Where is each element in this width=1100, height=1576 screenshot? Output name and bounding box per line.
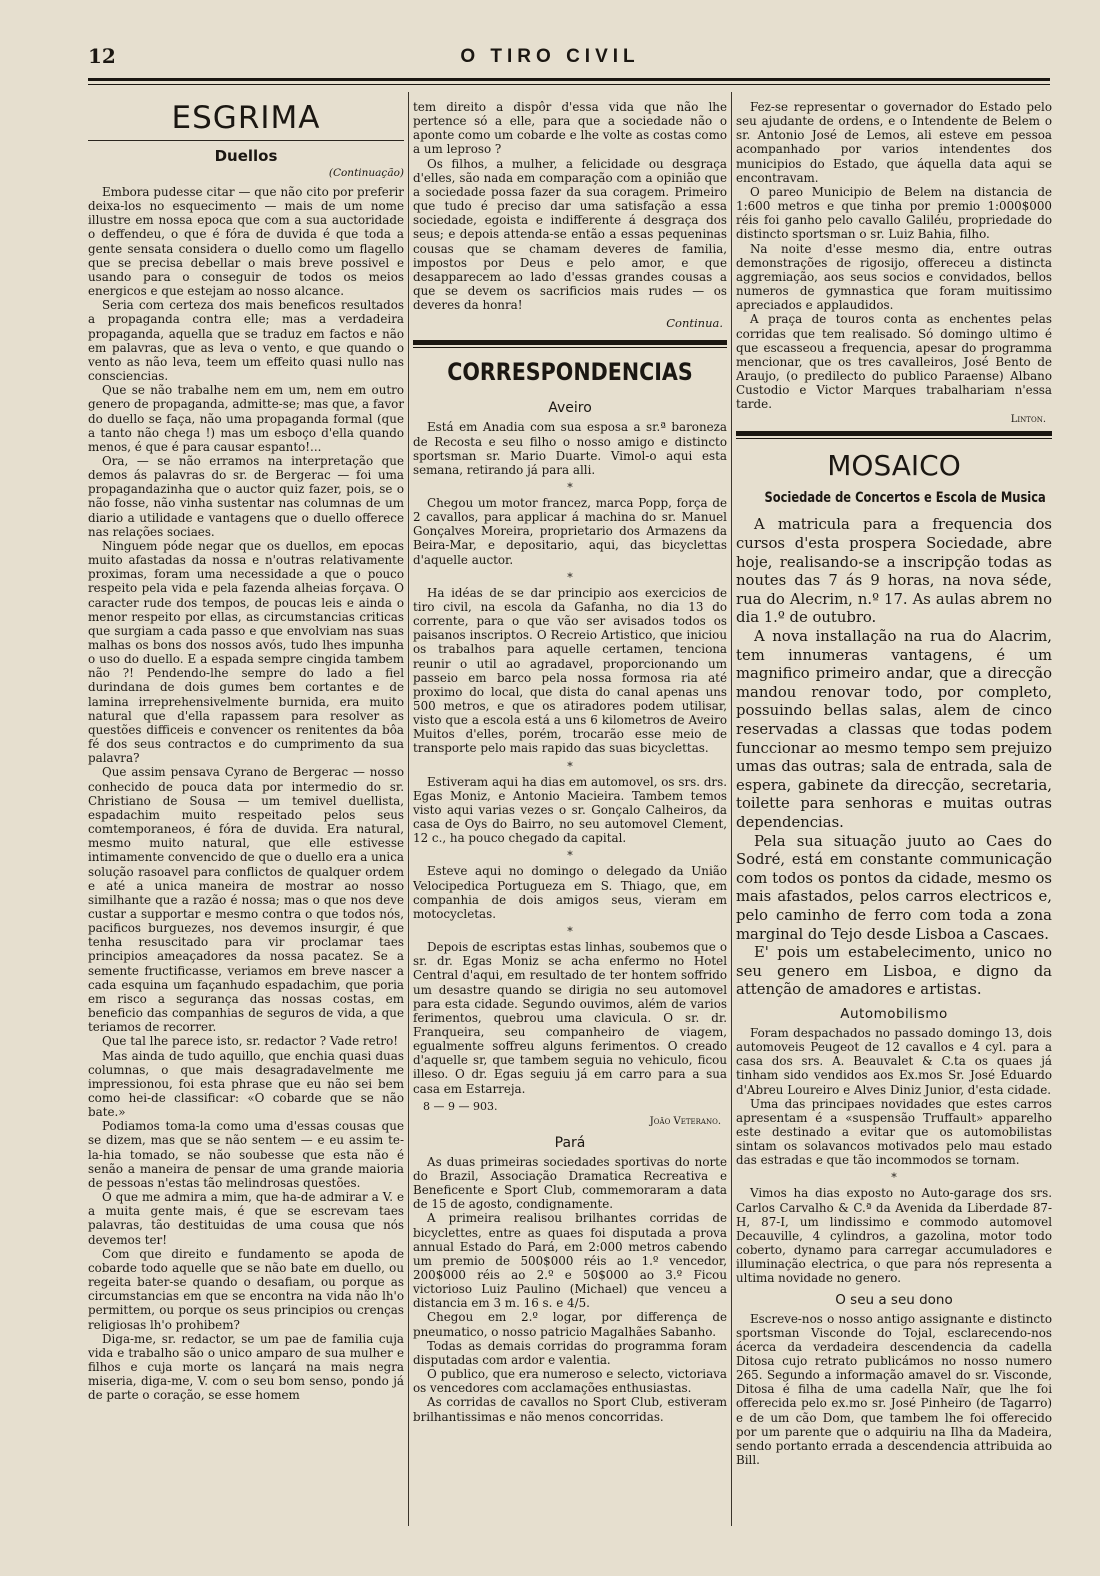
paragraph: A praça de touros conta as enchentes pelas corridas que tem realisado. Só domingo ultimo é que escasseou a frequencia, apesar do programma mencionar, que os tres cavalleiros, José Bento de Araujo, (o predilecto do publico Paraense) Albano Custodio e Victor Marques trabalhariam n'essa tarde. [736,312,1052,412]
dateline: 8 — 9 — 903. [423,1099,498,1113]
paragraph: Todas as demais corridas do programma foram disputadas com ardor e valentia. [413,1338,727,1367]
paragraph: Fez-se representar o governador do Estado pelo seu ajudante de ordens, e o Intendente de Belem o sr. Antonio José de Lemos, ali esteve em pessoa acompanhado por varios intendentes dos municipios do Estado, que áquella data aqui se encontravam. [736,100,1052,185]
section-band [736,431,1052,439]
paragraph: A nova installação na rua do Alacrim, tem innumeras vantagens, é um magnifico primeiro andar, que a direcção mandou renovar todo, por completo, possuindo bellas salas, alem de cinco reservadas a classas que todas podem funccionar ao mesmo tempo sem prejuizo umas das outras; sala de entrada, sala de espera, gabinete da direcção, secretaria, toilette para senhoras e muitas outras dependencias. [736,628,1052,831]
column-2 [413,100,727,1424]
paragraph: Chegou um motor francez, marca Popp, força de 2 cavallos, para applicar á machina do sr. Manuel Gonçalves Moreira, proprietario dos Armazens da Beira-Mar, e depositario, aqui, das bicyclettas d'aquelle auctor. [413,495,727,567]
paragraph: O que me admira a mim, que ha-de admirar a V. e a muita gente mais, é que se escrevam taes palavras, tão destituidas de uma cousa que nós devemos ter! [88,1190,404,1247]
aveiro-heading: Aveiro [548,400,592,417]
society-body [736,516,1052,999]
paragraph: Os filhos, a mulher, a felicidade ou desgraça d'elles, são nada em comparação com a opinião que a sociedade possa fazer da sua coragem. Primeiro que tudo é preciso dar uma satisfação a essa sociedade, egoista e indifferente á desgraça dos seus; e depois attenda-se então a essas pequeninas cousas que se chamam deveres de familia, impostos por Deus e pelo amor, e que desapparecem ao lado d'essas grandes cousas a que se devem os sacrificios mais rudes — os deveres da honra! [413,156,727,313]
column-divider [408,92,409,1526]
paragraph: Uma das principaes novidades que estes carros apresentam é a «suspensão Truffault» apparelho este destinado a evitar que os automobilistas sintam os solavancos motivados pelo mau estado das estradas e que tão incommodos se tornam. [736,1096,1052,1168]
paragraph: tem direito a dispôr d'essa vida que não lhe pertence só a elle, para que a sociedade não o aponte como um cobarde e lhe volte as costas como a um leproso ? [413,100,727,157]
paragraph: As duas primeiras sociedades sportivas do norte do Brazil, Associação Dramatica Recreativa e Beneficente e Sport Club, commemoraram a data de 15 de agosto, condignamente. [413,1154,727,1212]
column-1 [88,100,404,1402]
signature: Linton. [1010,414,1046,426]
paragraph: Seria com certeza dos mais beneficos resultados a propaganda contra elle; mas a verdadeira propaganda, aquella que se traduz em factos e não em palavras, que as leva o vento, e que quando o vento as não leva, teem um effeito quasi nullo nas consciencias. [88,298,404,384]
paragraph: Chegou em 2.º logar, por differença de pneumatico, o nosso patricio Magalhães Sabanho. [413,1310,727,1339]
paragraph: Ora, — se não erramos na interpretação que demos ás palavras do sr. de Bergerac — foi uma propagandazinha que o auctor quiz fazer, pois, se o não fosse, não vinha sustentar nas columnas de um diario a utilidade e vantagens que o duello offerece nas relações sociaes. [88,453,404,539]
title-rule [88,140,404,141]
paragraph: Embora pudesse citar — que não cito por preferir deixa-los no esquecimento — mais de um nome illustre em nossa epoca que com a sua auctoridade o deffendeu, o que é fóra de duvida é que toda a gente sensata considera o duello como um flagello que se precisa debellar o mais breve possivel e usando para o conseguir de todos os meios energicos e que estejam ao nosso alcance. [88,185,404,299]
paragraph: E' pois um estabelecimento, unico no seu genero em Lisboa, e digno da attenção de amadores e artistas. [736,944,1052,999]
paragraph: Que se não trabalhe nem em um, nem em outro genero de propaganda, admitte-se; mas que, a favor do duello se faça, não uma propaganda formal (que a tanto não chega !) mas um esboço d'ella quando menos, é que é para causar espanto!... [88,383,404,454]
paragraph: Escreve-nos o nosso antigo assignante e distincto sportsman Visconde do Tojal, esclarecendo-nos ácerca da verdadeira descendencia da cadella Ditosa cujo retrato publicámos no nosso numero 265. Segundo a informação amavel do sr. Visconde, Ditosa é filha de uma cadella Naïr, que lhe foi offerecida pelo ex.mo sr. José Pinheiro (de Tagarro) e de um cão Dom, que tambem lhe foi offerecido por um parente que o adquiriu na Ilha da Madeira, sendo portanto errada a descendencia attribuida ao Bill. [736,1311,1052,1468]
automobilismo-heading: Automobilismo [840,1005,948,1022]
society-heading: Sociedade de Concertos e Escola de Musica [764,490,1046,507]
paragraph: Vimos ha dias exposto no Auto-garage dos srs. Carlos Carvalho & C.ª da Avenida da Liberdade 87-H, 87-I, um lindissimo e commodo automovel Decauville, 4 cylindros, a gazolina, motor todo coberto, dynamo para carregar accumuladores e illuminação electrica, o que para nós representa a ultima novidade no genero. [736,1186,1052,1286]
esgrima-title: ESGRIMA [171,100,321,136]
column-3 [736,100,1052,1467]
paragraph: Na noite d'esse mesmo dia, entre outras demonstrações de rigosijo, offereceu a distincta aggremiação, aos seus socios e convidados, bellos numeros de gymnastica que foram muitissimo apreciados e applaudidos. [736,241,1052,313]
paragraph: Diga-me, sr. redactor, se um pae de familia cuja vida e trabalho são o unico amparo de sua mulher e filhos e cuja morte os lançará na mais negra miseria, diga-me, V. com o seu bom senso, pondo já de parte o coração, se esse homem [88,1331,404,1403]
header-rule [88,78,1050,81]
paragraph: Com que direito e fundamento se apoda de cobarde todo aquelle que se não bate em duello, ou regeita bater-se quando o desafiam, ou porque as circumstancias em que se encontra na vida não lh'o permittem, ou porque os seus principios ou crenças religiosas lh'o prohibem? [88,1246,404,1332]
signature: João Veterano. [649,1115,721,1127]
duellos-subtitle: Duellos [214,147,278,165]
paragraph: A primeira realisou brilhantes corridas de bicyclettes, entre as quaes foi disputada a prova annual Estado do Pará, em 2:000 metros cabendo um premio de 500$000 réis ao 1.º vencedor, 200$000 réis ao 2.º e 50$000 ao 3.º Ficou victorioso Luiz Paulino (Michael) que venceu a distancia em 3 m. 16 s. e 4/5. [413,1211,727,1311]
header-rule-thin [88,84,1050,85]
paragraph: Podiamos toma-la como uma d'essas cousas que se dizem, mas que se não sentem — e eu assim te-la-hia tomado, se não soubesse que esta não é senão a maneira de pensar de uma grande maioria de pessoas n'estas tão melindrosas questões. [88,1119,404,1190]
separator-star: * [891,1171,897,1185]
paragraph: O pareo Municipio de Belem na distancia de 1:600 metros e que tinha por premio 1:000$000 réis foi ganho pelo cavallo Galiléu, propriedade do distincto sportsman o sr. Luiz Bahia, filho. [736,184,1052,242]
paragraph: O publico, que era numeroso e selecto, victoriava os vencedores com acclamações enthusiastas. [413,1367,727,1396]
paragraph: Pela sua situação juuto ao Caes do Sodré, está em constante communicação com todos os pontos da cidade, mesmo os mais afastados, pelos carros electricos e, pelo caminho de ferro com toda a zona marginal do Tejo desde Lisboa a Cascaes. [736,832,1052,943]
section-band [413,340,727,348]
masthead: O TIRO CIVIL [460,46,640,67]
paragraph: Mas ainda de tudo aquillo, que enchia quasi duas columnas, o que mais desagradavelmente me impressionou, foi esta phrase que eu não sei bem como hei-de classificar: «O cobarde que se não bate.» [88,1048,404,1120]
paragraph: Depois de escriptas estas linhas, soubemos que o sr. dr. Egas Moniz se acha enfermo no Hotel Central d'aqui, em resultado de ter hontem soffrido um desastre quando se dirigia no seu automovel para esta cidade. Segundo ouvimos, além de varios ferimentos, quebrou uma clavicula. O sr. dr. Franqueira, seu companheiro de viagem, egualmente soffreu alguns ferimentos. O creado d'aquelle sr, que tambem seguia no vehiculo, ficou illeso. O dr. Egas seguiu já em carro para a sua casa em Estarreja. [413,940,727,1096]
paragraph: Ha idéas de se dar principio aos exercicios de tiro civil, na escola da Gafanha, no dia 13 do corrente, para o que vão ser avisados todos os paisanos inscriptos. O Recreio Artistico, que iniciou os trabalhos para aquelle certamen, tenciona reunir o util ao agradavel, proporcionando um passeio em barco pela nossa formosa ria até proximo do local, que dista do canal apenas uns 500 metros, e que os atiradores podem utilisar, visto que a escola está a uns 6 kilometros de Aveiro Muitos d'elles, porém, trocarão esse meio de transporte pelo mais rapido das suas bicyclettas. [413,585,727,756]
paragraph: A matricula para a frequencia dos cursos d'esta prospera Sociedade, abre hoje, realisando-se a inscripção todas as noutes das 7 ás 9 horas, na nova séde, rua do Alecrim, n.º 17. As aulas abrem no dia 1.º de outubro. [736,516,1052,627]
correspondencias-title: CORRESPONDENCIAS [447,358,693,387]
paragraph: As corridas de cavallos no Sport Club, estiveram brilhantissimas e não menos concorridas. [413,1395,727,1424]
paragraph: Ninguem póde negar que os duellos, em epocas muito afastadas da nossa e n'outras relativamente proximas, foram uma necessidade a que o pouco respeito pela vida e pela fazenda alheias forçava. O caracter rude dos tempos, de poucas leis e ainda o menor respeito por ellas, as circumstancias criticas que surgiam a cada passo e que envolviam nas suas malhas os bons dos nossos avós, tudo lhes impunha o uso do duello. E a espada sempre cingida tambem não ?! Pendendo-lhe sempre do lado a fiel durindana de dois gumes bem cortantes e de lamina irreprehensivelmente burnida, era muito natural que d'ella rapassem para resolver as questões difficeis e convencer os renitentes da bôa fé dos seus contractos e do cumprimento da sua palavra? [88,538,404,766]
paragraph: Está em Anadia com sua esposa a sr.ª baroneza de Recosta e seu filho o nosso amigo e distincto sportsman sr. Mario Duarte. Vimol-o aqui esta semana, retirando já para alli. [413,420,727,477]
separator-star: * [567,759,573,773]
column-divider [731,92,732,1526]
paragraph: Que tal lhe parece isto, sr. redactor ? Vade retro! [102,1034,399,1049]
esgrima-body [88,185,404,1402]
mosaico-title: MOSAICO [827,449,961,483]
para-heading: Pará [554,1134,586,1151]
separator-star: * [567,849,573,863]
separator-star: * [567,570,573,584]
separator-star: * [567,925,573,939]
paragraph: Foram despachados no passado domingo 13, dois automoveis Peugeot de 12 cavallos e 4 cyl. para a casa dos srs. A. Beauvalet & C.ta os quaes já tinham sido vendidos aos Ex.mos Sr. José Eduardo d'Abreu Loureiro e Alves Diniz Junior, d'esta cidade. [736,1025,1052,1097]
page-number: 12 [88,44,116,68]
separator-star: * [567,480,573,494]
paragraph: Esteve aqui no domingo o delegado da União Velocipedica Portugueza em S. Thiago, que, em companhia de dois amigos seus, vieram em motocycletas. [413,864,727,921]
paragraph: Que assim pensava Cyrano de Bergerac — nosso conhecido de pouca data por intermedio do sr. Christiano de Sousa — um temivel duellista, espadachim muito respeitado pelos seus comtemporaneos, é fóra de duvida. Era natural, mesmo muito natural, que elle estivesse intimamente convencido de que o duello era a unica solução rasoavel para conflictos de qualquer ordem e até a unica maneira de mostrar ao nosso similhante que a razão é nossa; mas o que nos deve custar a supportar e mesmo contra o que todos nós, pacificos burguezes, nos devemos insurgir, é que tenha resuscitado para vir proclamar taes principios ameaçadores da nossa pacatez. Se a semente fructificasse, veriamos em breve nascer a cada esquina um façanhudo espadachim, que poria em risco a segurança das nossas costas, em beneficio das companhias de seguros de vida, a que teriamos de recorrer. [88,765,404,1035]
continuation-note: (Continuação) [328,167,404,179]
continua-note: Continua. [666,316,723,331]
paragraph: Estiveram aqui ha dias em automovel, os srs. drs. Egas Moniz, e Antonio Macieira. Tambem temos visto aqui varias vezes o sr. Gonçalo Calheiros, da casa de Oys do Bairro, no seu automovel Clement, 12 c., ha pouco chegado da capital. [413,774,727,846]
seu-a-seu-dono-heading: O seu a seu dono [835,1291,953,1308]
